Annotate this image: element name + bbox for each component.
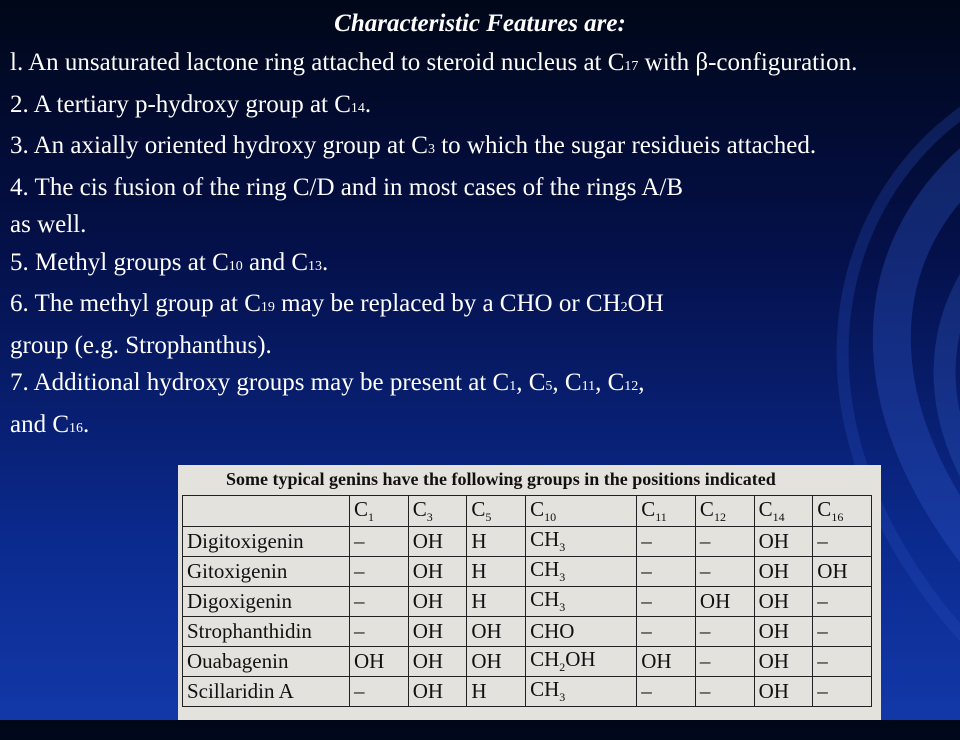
genin-groups-table: [182, 495, 872, 707]
table-column-header: $C_{14}$: [754, 496, 813, 527]
table-column-header: $C_{10}$: [526, 496, 637, 527]
table-cell: –: [350, 557, 409, 587]
table-cell: –: [813, 647, 872, 677]
table-cell: –: [695, 617, 754, 647]
table-cell: OH: [467, 647, 526, 677]
feature-item: 2. A tertiary p-hydroxy group at C14.: [10, 90, 372, 118]
table-cell: $CH_3$: [526, 557, 637, 587]
table-cell: OH: [408, 587, 467, 617]
table-cell: –: [637, 617, 696, 647]
table-cell: H: [467, 557, 526, 587]
table-cell: OH: [408, 527, 467, 557]
table-cell: –: [637, 527, 696, 557]
table-column-header: $C_1$: [350, 496, 409, 527]
table-cell: OH: [408, 677, 467, 707]
table-row: [183, 587, 872, 617]
table-cell: OH: [408, 617, 467, 647]
table-cell: OH: [637, 647, 696, 677]
table-column-header: $C_{12}$: [695, 496, 754, 527]
table-cell: H: [467, 587, 526, 617]
table-column-header: $C_{11}$: [637, 496, 696, 527]
table-row: [183, 677, 872, 707]
table-cell: –: [695, 557, 754, 587]
table-cell: –: [813, 677, 872, 707]
table-cell: –: [350, 587, 409, 617]
genin-name-cell: Ouabagenin: [183, 647, 350, 677]
table-cell: $CH_3$: [526, 587, 637, 617]
feature-item: l. An unsaturated lactone ring attached to steroid nucleus at C17 with β-configuration.: [10, 49, 858, 76]
table-cell: –: [637, 587, 696, 617]
table-row: [183, 527, 872, 557]
genin-table-image: [178, 465, 881, 720]
table-cell: –: [350, 677, 409, 707]
table-cell: CHO: [526, 617, 637, 647]
genin-name-cell: Digitoxigenin: [183, 527, 350, 557]
table-cell: OH: [754, 527, 813, 557]
table-cell: $CH_3$: [526, 527, 637, 557]
genin-name-cell: Strophanthidin: [183, 617, 350, 647]
table-cell: –: [637, 677, 696, 707]
feature-item: 3. An axially oriented hydroxy group at C3 to which the sugar residueis attached.: [10, 132, 817, 159]
table-cell: –: [637, 557, 696, 587]
feature-item: 6. The methyl group at C19 may be replaced by a CHO or CH2OH: [10, 290, 664, 317]
table-row: [183, 617, 872, 647]
table-cell: H: [467, 527, 526, 557]
table-row: [183, 557, 872, 587]
table-cell: –: [695, 647, 754, 677]
table-cell: OH: [754, 617, 813, 647]
feature-item: 4. The cis fusion of the ring C/D and in most cases of the rings A/B: [10, 173, 684, 201]
table-cell: OH: [408, 647, 467, 677]
table-cell: OH: [350, 647, 409, 677]
table-column-header: $C_3$: [408, 496, 467, 527]
table-column-header: $C_5$: [467, 496, 526, 527]
table-cell: OH: [754, 647, 813, 677]
table-cell: OH: [408, 557, 467, 587]
table-cell: $CH_3$: [526, 677, 637, 707]
table-cell: $CH_2OH$: [526, 647, 637, 677]
table-cell: –: [813, 527, 872, 557]
feature-item: group (e.g. Strophanthus).: [10, 331, 272, 359]
table-cell: OH: [467, 617, 526, 647]
table-header-row: [183, 496, 872, 527]
slide-title: Characteristic Features are:: [334, 10, 626, 37]
table-cell: –: [695, 677, 754, 707]
table-cell: –: [350, 527, 409, 557]
table-cell: –: [813, 617, 872, 647]
feature-item: and C16.: [10, 410, 90, 438]
feature-item: 5. Methyl groups at C10 and C13.: [10, 248, 329, 276]
table-row: [183, 647, 872, 677]
table-cell: OH: [754, 677, 813, 707]
table-cell: OH: [695, 587, 754, 617]
table-cell: OH: [754, 587, 813, 617]
table-corner-cell: [183, 496, 350, 527]
feature-item: as well.: [10, 211, 87, 238]
genin-name-cell: Scillaridin A: [183, 677, 350, 707]
genin-name-cell: Digoxigenin: [183, 587, 350, 617]
table-caption: Some typical genins have the following groups in the positions indicated: [226, 469, 776, 489]
genin-name-cell: Gitoxigenin: [183, 557, 350, 587]
table-cell: H: [467, 677, 526, 707]
table-column-header: $C_{16}$: [813, 496, 872, 527]
table-cell: –: [695, 527, 754, 557]
table-cell: –: [350, 617, 409, 647]
table-cell: OH: [754, 557, 813, 587]
table-cell: OH: [813, 557, 872, 587]
feature-item: 7. Additional hydroxy groups may be present at C1, C5, C11, C12,: [10, 369, 645, 396]
feature-list: [10, 44, 950, 447]
table-cell: –: [813, 587, 872, 617]
